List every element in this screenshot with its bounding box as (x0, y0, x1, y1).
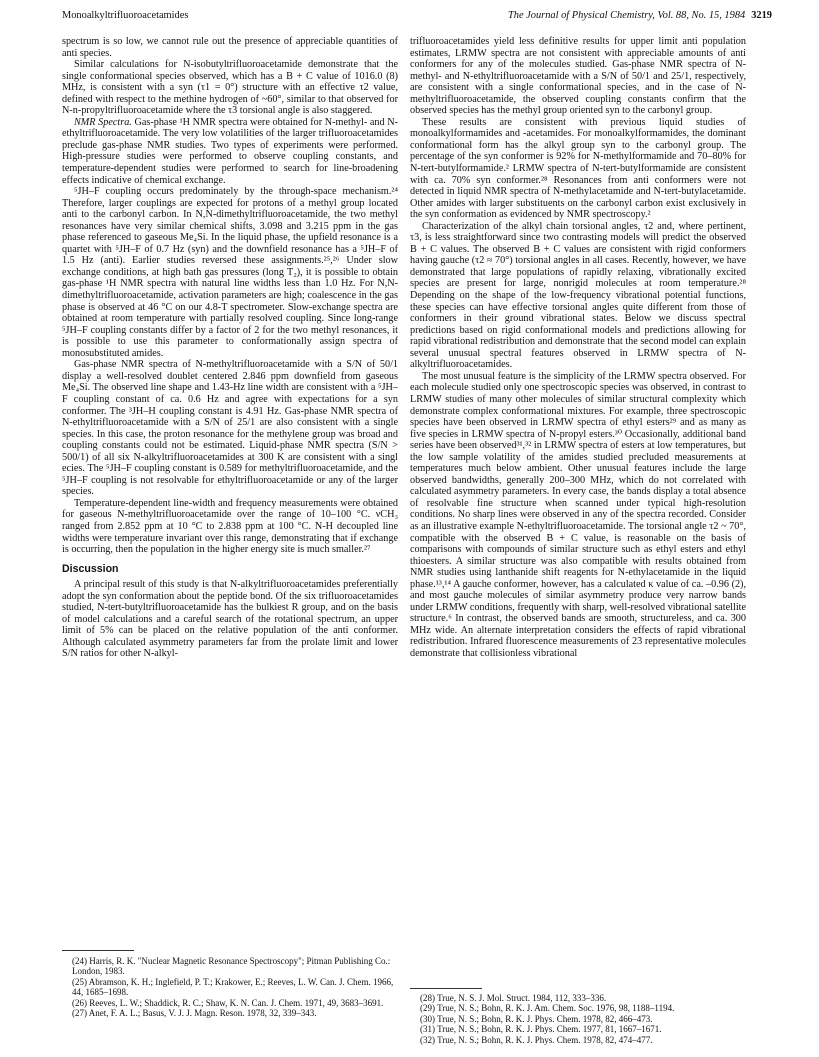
footnote: (31) True, N. S.; Bohn, R. K. J. Phys. Chem. 1977, 81, 1667–1671. (420, 1024, 662, 1035)
paragraph: ⁵JH–F coupling occurs predominately by the through-space mechanism.²⁴ Therefore, larger couplings are expected for protons of a methyl group located anti to the carbonyl carbon. In N,N-dimethyltrifluoroacetamide, the two methyl resonances have very similar chemical shifts, 3.098 and 3.215 ppm in the gas phase referenced to gaseous Me₄Si. In the liquid phase, the upfield resonance is a quartet with ⁵JH–F of 0.7 Hz (syn) and the downfield resonance has a ⁵JH–F of 1.5 Hz (anti). Earlier studies reversed these assignments.²⁵,²⁶ Under slow exchange conditions, at high bath gas pressures (long T₂), it is possible to obtain gas-phase ¹H NMR spectra with natural line widths less than 1.0 Hz. For N,N-dimethyltrifluoroacetamide, activation parameters are high; coalescence in the gas phase is observed at 46 °C on our 4.8-T spectrometer. Slow-exchange spectra are obtained at room temperature with partially resolved coupling. Since long-range ⁵JH–F coupling constants differ by a factor of 2 for the two methyl resonances, it is possible to use this parameter to conformationally assign spectra of monosubstituted amides. (62, 186, 398, 359)
footnote-divider (410, 988, 482, 989)
left-column (62, 36, 398, 660)
footnote: (29) True, N. S.; Bohn, R. K. J. Am. Chem. Soc. 1976, 98, 1188–1194. (420, 1003, 675, 1014)
paragraph-text: Gas-phase ¹H NMR spectra were obtained for N-methyl- and N-ethyltrifluoroacetamide. The very low volatilities of the larger trifluoroacetamides preclude gas-phase NMR studies. Two types of experiments were performed. High-pressure studies were performed to observe coupling constants, and temperature-dependent studies were performed to search for line-broadening effects indicative of chemical exchange. (62, 116, 399, 186)
run-in-heading: NMR Spectra. (74, 116, 132, 128)
footnote: (30) True, N. S.; Bohn, R. K. J. Phys. Chem. 1978, 82, 466–473. (420, 1013, 653, 1024)
paragraph: A principal result of this study is that N-alkyltrifluoroacetamides preferentially adopt the syn conformation about the peptide bond. Of the six trifluoroacetamides studied, N-tert-butyltrifluoroacetamide has the bulkiest R group, and on the basis of model calculations and a careful search of the rotational spectrum, an upper limit of 5% can be placed on the relative population of the anti conformer. Although calculated asymmetry parameters far from the prolate limit and lower S/N ratios for other N-alkyl- (62, 579, 398, 660)
running-title: Monoalkyltrifluoroacetamides (62, 10, 189, 21)
footnotes-left (62, 956, 398, 1018)
running-header (62, 10, 772, 24)
footnote: (32) True, N. S.; Bohn, R. K. J. Phys. Chem. 1978, 82, 474–477. (420, 1034, 653, 1045)
right-column (410, 36, 746, 660)
footnote: (26) Reeves, L. W.; Shaddick, R. C.; Shaw, K. N. Can. J. Chem. 1971, 49, 3683–3691. (72, 997, 384, 1008)
paragraph: spectrum is so low, we cannot rule out the presence of appreciable quantities of anti species. (62, 36, 398, 59)
paragraph: These results are consistent with previous liquid studies of monoalkylformamides and -acetamides. For monoalkylformamides, the dominant conformational form has the alkyl group syn to the carbonyl group. The percentage of the syn conformer is 92% for N-methylformamide and 70–80% for N-tert-butylformamide.² LRMW spectra of N-tert-butylformamide are consistent with ca. 70% syn conformer.²⁸ Resonances from anti conformers were not detected in liquid NMR spectra of N-methylacetamide and N-tert-butylacetamide. Other amides with larger substituents on the carbonyl carbon exist exclusively in the syn conformation as evidenced by NMR spectroscopy.² (410, 116, 746, 221)
paragraph: Gas-phase NMR spectra of N-methyltrifluoroacetamide with a S/N of 50/1 display a well-resolved doublet centered 2.846 ppm downfield from gaseous Me₄Si. The observed line shape and 1.43-Hz line width are consistent with a ⁵JH–F coupling constant of ca. 0.6 Hz and agree with expectations for a syn conformer. The ³JH–H coupling constant is 4.91 Hz. Gas-phase NMR spectra of N-ethyltrifluoroacetamide with a S/N of 25/1 are also consistent with a single species. In this case, the proton resonance for the methylene group was broad and coupling constants could not be estimated. Liquid-phase NMR spectra (S/N > 500/1) of all six N-alkyltrifluoroacetamides at 300 K are consistent with a singl ecies. The ⁵JH–F coupling constant is 0.589 for methyltrifluoroacetamide, and the ⁵JH–F coupling is not resolvable for ethyltrifluoroacetamide or any of the larger species. (62, 359, 398, 498)
journal-citation (508, 10, 772, 21)
footnote: (24) Harris, R. K. "Nuclear Magnetic Resonance Spectroscopy"; Pitman Publishing Co.: London, 1983. (72, 956, 391, 977)
footnote-divider (62, 950, 134, 951)
footnote: (28) True, N. S. J. Mol. Struct. 1984, 112, 333–336. (420, 993, 607, 1003)
paragraph: Temperature-dependent line-width and frequency measurements were obtained for gaseous N-methyltrifluoroacetamide over the range of 10–100 °C. νCH₃ ranged from 2.852 ppm at 10 °C to 2.838 ppm at 100 °C. N-H decoupled line widths were temperature invariant over this range, demonstrating that if exchange is occurring, then the population in the higher energy site is much smaller.²⁷ (62, 497, 398, 556)
journal-name: The Journal of Physical Chemistry, Vol. 88, No. 15, 1984 (507, 10, 746, 21)
paragraph (62, 117, 398, 186)
paragraph: The most unusual feature is the simplicity of the LRMW spectra observed. For each molecule studied only one spectroscopic species was observed, in contrast to LRMW studies of many other molecules of similar structural complexity which demonstrate complex conformational mixtures. For example, three spectroscopic species have been observed in LRMW spectra of ethyl esters²⁹ and as many as five species in LRMW spectra of N-propyl esters.³⁰ Occasionally, additional band series have been observed³¹,³² in LRMW spectra of esters at low temperatures, but the low sample volatility of the amides studied precluded measurements at temperatures much below ambient. Other unusual features include the large observed bandwidths, generally 200–300 MHz, which do not correlated with calculated asymmetry parameters. In every case, the bands display a total absence of resolvable fine structure when scanned under typical high-resolution conditions. No sharp lines were observed in any of the spectra recorded. Consider as an illustrative example N-ethyltrifluoroacetamide. The torsional angle τ2 ~ 70°, compatible with the observed B + C value, is reasonable on the basis of comparisons with compounds of similar structure such as ethyl esters and ethyl thioesters. A similar structure was also compatible with results obtained from NMR studies using lanthanide shift reagents for N-ethylacetamide in the liquid phase.¹³,¹⁴ A gauche conformer, however, has a calculated κ value of ca. –0.96 (2), and most gauche molecules of similar asymmetry produce very narrow bands under LRMW conditions, frequently with sharp, well-resolved vibrational satellite structure.⁶ In contrast, the observed bands are smooth, structureless, and ca. 300 MHz wide. An alternate interpretation considers the effects of rapid vibrational redistribution. Infrared fluorescence measurements of 23 representative molecules demonstrate that collisionless vibrational (410, 370, 746, 659)
section-heading: Discussion (62, 562, 119, 575)
paragraph: Characterization of the alkyl chain torsional angles, τ2 and, where pertinent, τ3, is less straightforward since two contrasting models will predict the observed B + C values. The observed B + C values are consistent with rigid conformers having gauche (τ2 ≈ 70°) torsional angles in all cases. Recently, however, we have demonstrated that large populations of rapidly relaxing, vibrationally excited species are present for large, nonrigid molecules at room temperature.²⁸ Depending on the shape of the low-frequency vibrational potential functions, these species can have effective torsional angles quite different from those of conformers in their ground vibrational states. Below we discuss spectral predictions based on rigid conformational models and predictions allowing for rapid vibrational redistribution and demonstrate that the second model can explain several unusual spectral features observed in LRMW spectra of N-alkyltrifluoroacetamides. (410, 220, 746, 371)
paragraph: trifluoroacetamides yield less definitive results for upper limit anti population estimates, LRMW spectra are not consistent with appreciable amounts of anti conformers for any of the molecules studied. Gas-phase NMR spectra of N-methyl- and N-ethyltrifluoroacetamide with a S/N of 50/1 and 25/1, respectively, are consistent with a single conformational species, and in the case of N-methyltrifluoroacetamide, the observed coupling constants confirm that the observed species has the methyl group oriented syn to the carbonyl group. (410, 36, 746, 117)
paragraph: Similar calculations for N-isobutyltrifluoroacetamide demonstrate that the single conformational species observed, which has a B + C value of 1016.0 (8) MHz, is consistent with a syn (τ1 = 0°) structure with an effective τ2 value, defined with respect to the methine hydrogen of ~60°, similar to that observed for N-n-propyltrifluoroacetamide where the τ3 torsional angle is also staggered. (62, 59, 398, 117)
footnotes-right (410, 993, 746, 1045)
footnote: (27) Anet, F. A. L.; Basus, V. J. J. Magn. Reson. 1978, 32, 339–343. (72, 1008, 317, 1019)
footnote: (25) Abramson, K. H.; Inglefield, P. T.; Krakower, E.; Reeves, L. W. Can. J. Chem. 1966, 44, 1685–1698. (72, 976, 394, 998)
page-number: 3219 (751, 10, 772, 21)
